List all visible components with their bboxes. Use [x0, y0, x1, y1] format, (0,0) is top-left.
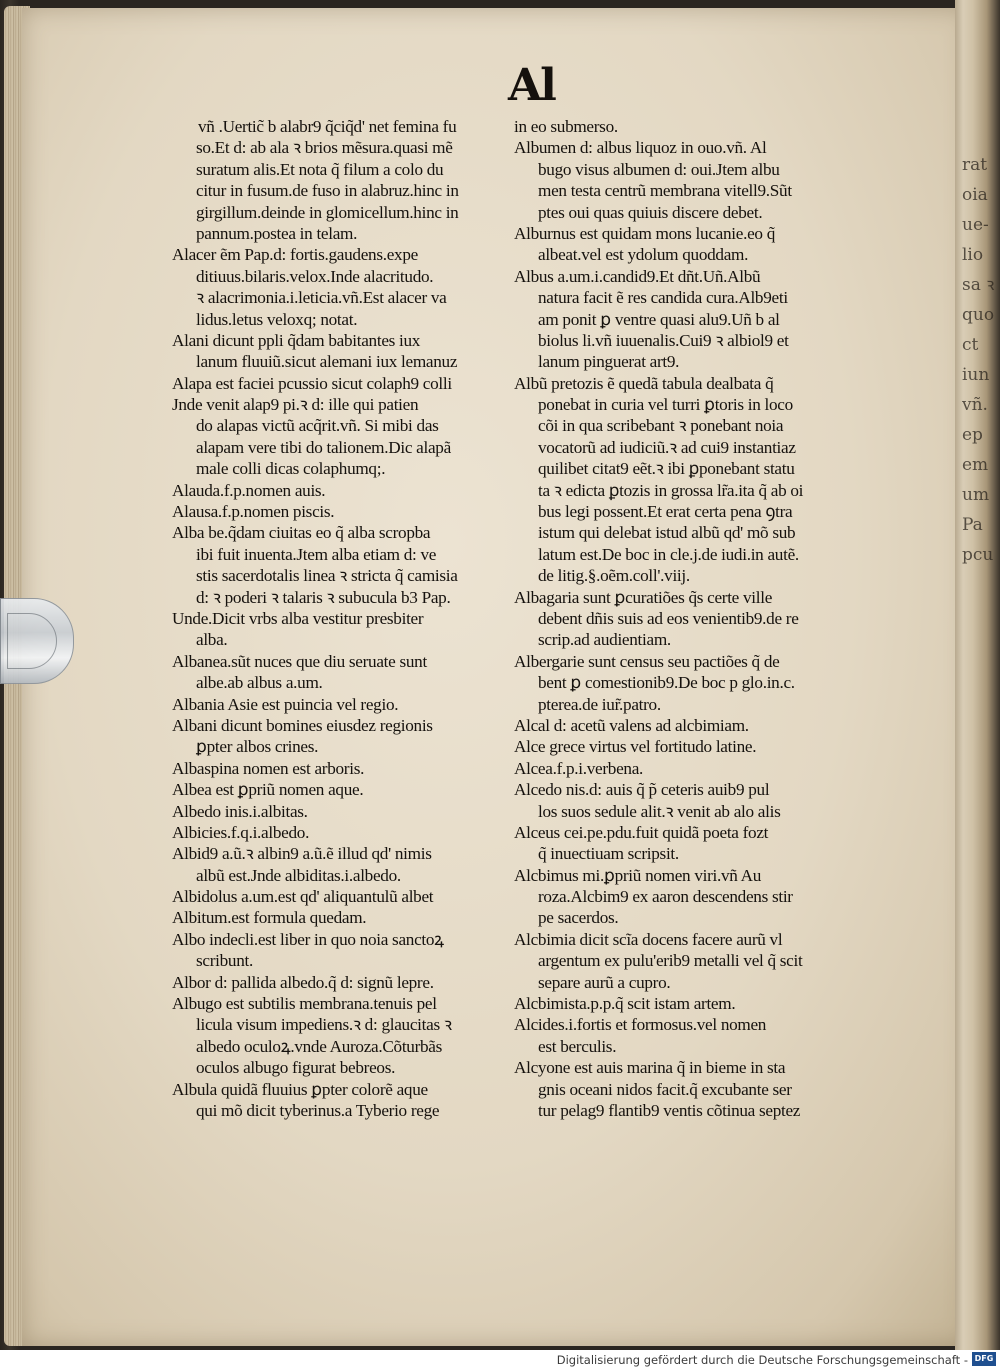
right-column-line: Alcbimus mi.ꝑpriũ nomen viri.vñ Au: [514, 865, 762, 885]
left-column-line: ditiuus.bilaris.velox.Inde alacritudo.: [196, 266, 434, 286]
left-column-line: albũ est.Jnde albiditas.i.albedo.: [196, 865, 401, 885]
right-column-line: tur pelag9 flantib9 ventis cõtinua septez: [538, 1100, 801, 1120]
facing-fragment: pcu: [962, 545, 994, 565]
left-column-line: Albanea.sũt nuces que diu seruate sunt: [172, 651, 427, 671]
right-column-line: in eo submerso.: [514, 117, 618, 136]
right-column-line: q̃ inuectiuam scripsit.: [538, 844, 679, 864]
facing-fragment: em: [962, 455, 989, 475]
right-column-line: Albũ pretozis ẽ quedã tabula dealbata q̃: [514, 373, 774, 393]
right-column-line: Alcal d: acetũ valens ad alcbimiam.: [514, 715, 749, 735]
left-column-line: licula visum impediens.ꝛ d: glaucitas ꝛ: [196, 1015, 452, 1035]
left-column-line: Albicies.f.q.i.albedo.: [172, 822, 310, 842]
facing-fragment: ue-: [962, 215, 989, 235]
right-column-line: Alcea.f.p.i.verbena.: [514, 758, 644, 778]
right-column-line: Alcedo nis.d: auis q̃ p̃ ceteris auib9 pul: [514, 780, 770, 800]
facing-fragment: vñ.: [962, 395, 988, 415]
facing-fragment: iun: [962, 365, 990, 385]
left-column-line: lidus.letus veloxq; notat.: [196, 309, 358, 329]
left-column-line: stis sacerdotalis linea ꝛ stricta q̃ camisia: [196, 566, 458, 586]
page-clip-inner: [7, 613, 57, 669]
right-column-line: Alcides.i.fortis et formosus.vel nomen: [514, 1015, 767, 1035]
left-column-line: Albedo inis.i.albitas.: [172, 801, 308, 821]
facing-fragment: um: [962, 485, 990, 505]
left-column-line: Alani dicunt ppli q̃dam babitantes iux: [172, 330, 421, 350]
left-column-line: Alba be.q̃dam ciuitas eo q̃ alba scropba: [172, 523, 431, 543]
left-column-line: so.Et d: ab ala ꝛ brios mẽsura.quasi mẽ: [196, 138, 453, 158]
left-column-line: Alausa.f.p.nomen piscis.: [172, 502, 335, 522]
left-column-line: ꝛ alacrimonia.i.leticia.vñ.Est alacer va: [196, 288, 447, 308]
page-clip: [0, 598, 74, 684]
right-column-line: natura facit ẽ res candida cura.Alb9eti: [538, 288, 788, 308]
left-column-line: Unde.Dicit vrbs alba vestitur presbiter: [172, 608, 424, 628]
right-column-line: men testa centrũ membrana vitell9.Sũt: [538, 181, 792, 201]
right-column-line: albeat.vel est ydolum quoddam.: [538, 245, 749, 265]
facing-fragment: ct: [962, 335, 979, 355]
facing-fragment: oia: [962, 185, 988, 205]
left-column-line: ꝑpter albos crines.: [196, 737, 319, 757]
right-column-line: latum est.De boc in cle.j.de iudi.in autẽ.: [538, 544, 799, 564]
right-column-line: istum qui delebat istud albũ qd' mõ sub: [538, 523, 796, 543]
right-column-line: Alceus cei.pe.pdu.fuit quidã poeta fozt: [514, 822, 769, 842]
right-column-line: Alcbimista.p.p.q̃ scit istam artem.: [514, 994, 736, 1014]
facing-page-fragments: [962, 150, 1000, 580]
running-head: Al: [508, 60, 555, 111]
right-column-line: pe sacerdos.: [538, 908, 619, 928]
left-column-line: Albor d: pallida albedo.q̃ d: signũ lepre.: [172, 972, 434, 992]
left-column-line: albe.ab albus a.um.: [196, 673, 323, 693]
right-column-line: biolus li.vñ iuuenalis.Cui9 ꝛ albiol9 et: [538, 330, 789, 350]
right-column-line: bent ꝑ comestionib9.De boc p glo.in.c.: [538, 673, 795, 693]
left-column-line: alapam vere tibi do talionem.Dic alapã: [196, 437, 451, 457]
left-column-line: ibi fuit inuenta.Jtem alba etiam d: ve: [196, 544, 437, 564]
right-column-line: los suos sedule alit.ꝛ venit ab alo alis: [538, 801, 781, 821]
right-column-line: Alcyone est auis marina q̃ in bieme in sta: [514, 1058, 786, 1078]
right-column-line: gnis oceani nidos facit.q̃ excubante ser: [538, 1079, 792, 1099]
left-column-line: Albidolus a.um.est qd' aliquantulũ albet: [172, 887, 434, 907]
left-column-line: Jnde venit alap9 pi.ꝛ d: ille qui patien: [172, 395, 419, 415]
right-column-line: am ponit ꝑ ventre quasi alu9.Uñ b al: [538, 309, 780, 329]
right-column-line: de litig.§.oẽm.coll'.viij.: [538, 566, 690, 586]
facing-fragment: ep: [962, 425, 983, 445]
facing-fragment: quo: [962, 305, 995, 325]
left-column-line: oculos albugo figurat bebreos.: [196, 1058, 396, 1078]
dfg-logo: DFG: [972, 1352, 996, 1366]
right-column-line: roza.Alcbim9 ex aaron descendens stir: [538, 887, 793, 907]
right-column-line: separe aurũ a cupro.: [538, 972, 671, 992]
left-column-line: Albitum.est formula quedam.: [172, 908, 367, 928]
left-column-line: vñ .Uertic̃ b alabr9 q̃ciq̃d' net femina fu: [198, 117, 457, 136]
left-column-line: Alacer ẽm Pap.d: fortis.gaudens.expe: [172, 245, 418, 265]
left-column-line: scribunt.: [196, 951, 253, 971]
right-column-line: vocatorũ ad iudiciũ.ꝛ ad cui9 instantiaz: [538, 437, 796, 457]
facing-fragment: rat: [962, 155, 988, 175]
right-column-line: lanum pinguerat art9.: [538, 352, 680, 372]
right-column-line: argentum ex pulu'erib9 metalli vel q̃ scit: [538, 951, 803, 971]
right-column-line: Alcbimia dicit scĩa docens facere aurũ vl: [514, 929, 783, 949]
right-column-line: bugo visus albumen d: oui.Jtem albu: [538, 159, 780, 179]
facing-fragment: sa ꝛ: [962, 275, 995, 295]
facing-fragment: lio: [962, 245, 984, 265]
right-column-line: ta ꝛ edicta ꝑtozis in grossa lr̃a.ita q̃ ab oi: [538, 480, 804, 500]
right-column-line: Alburnus est quidam mons lucanie.eo q̃: [514, 223, 775, 243]
right-column-line: est berculis.: [538, 1036, 617, 1056]
right-column-line: pterea.de iur̃.patro.: [538, 694, 661, 714]
right-column-line: scrip.ad audientiam.: [538, 630, 671, 650]
left-column-line: Albula quidã fluuius ꝑpter colorẽ aque: [172, 1079, 428, 1099]
left-column-line: qui mõ dicit tyberinus.a Tyberio rege: [196, 1100, 440, 1120]
right-column-line: debent dñis suis ad eos venientib9.de re: [538, 608, 799, 628]
left-column-line: alba.: [196, 630, 228, 650]
right-column-line: bus legi possent.Et erat certa pena ꝯtra: [538, 502, 793, 522]
left-column-line: Albania Asie est puincia vel regio.: [172, 694, 399, 714]
left-column-line: Albo indecli.est liber in quo noia sanctoꝝ: [172, 929, 444, 949]
right-column-line: Albus a.um.i.candid9.Et dñt.Uñ.Albũ: [514, 266, 761, 286]
right-column-line: Albergarie sunt census seu pactiões q̃ de: [514, 651, 780, 671]
left-column-line: do alapas victũ acq̃rit.vñ. Si mibi das: [196, 416, 439, 436]
right-column-line: ptes oui quas quiuis discere debet.: [538, 202, 763, 222]
left-column-line: d: ꝛ poderi ꝛ talaris ꝛ subucula b3 Pap.: [196, 587, 451, 607]
left-text-column: [172, 116, 512, 1121]
left-column-line: Albea est ꝑpriũ nomen aque.: [172, 780, 364, 800]
left-column-line: Albid9 a.ũ.ꝛ albin9 a.ũ.ẽ illud qd' nimis: [172, 844, 432, 864]
left-column-line: citur in fusum.de fuso in alabruz.hinc in: [196, 181, 459, 201]
left-column-line: Alapa est faciei pcussio sicut colaph9 colli: [172, 373, 452, 393]
right-column-line: ponebat in curia vel turri ꝑtoris in loco: [538, 395, 793, 415]
left-column-line: girgillum.deinde in glomicellum.hinc in: [196, 202, 459, 222]
left-column-line: Albaspina nomen est arboris.: [172, 758, 365, 778]
left-column-line: Albugo est subtilis membrana.tenuis pel: [172, 994, 437, 1014]
right-column-line: quilibet citat9 eẽt.ꝛ ibi ꝑponebant statu: [538, 459, 795, 479]
right-column-line: cõi in qua scribebant ꝛ ponebant noia: [538, 416, 784, 436]
right-column-line: Alce grece virtus vel fortitudo latine.: [514, 737, 757, 757]
left-column-line: suratum alis.Et nota q̃ filum a colo du: [196, 159, 444, 179]
left-column-line: albedo oculoꝝ.vnde Auroza.Cõturbãs: [196, 1036, 443, 1056]
left-column-line: Alauda.f.p.nomen auis.: [172, 480, 326, 500]
facing-fragment: Pa: [962, 515, 983, 535]
right-column-line: Albumen d: albus liquoz in ouo.vñ. Al: [514, 138, 767, 158]
right-column-line: Albagaria sunt ꝑcuratiões q̃s certe ville: [514, 587, 773, 607]
footer-credit: Digitalisierung gefördert durch die Deutsche Forschungsgemeinschaft -: [556, 1353, 968, 1367]
left-column-line: Albani dicunt bomines eiusdez regionis: [172, 715, 433, 735]
left-column-line: lanum fluuiũ.sicut alemani iux lemanuz: [196, 352, 458, 372]
left-column-line: pannum.postea in telam.: [196, 223, 358, 243]
right-text-column: [514, 116, 859, 1121]
left-column-line: male colli dicas colaphumq;.: [196, 459, 386, 479]
